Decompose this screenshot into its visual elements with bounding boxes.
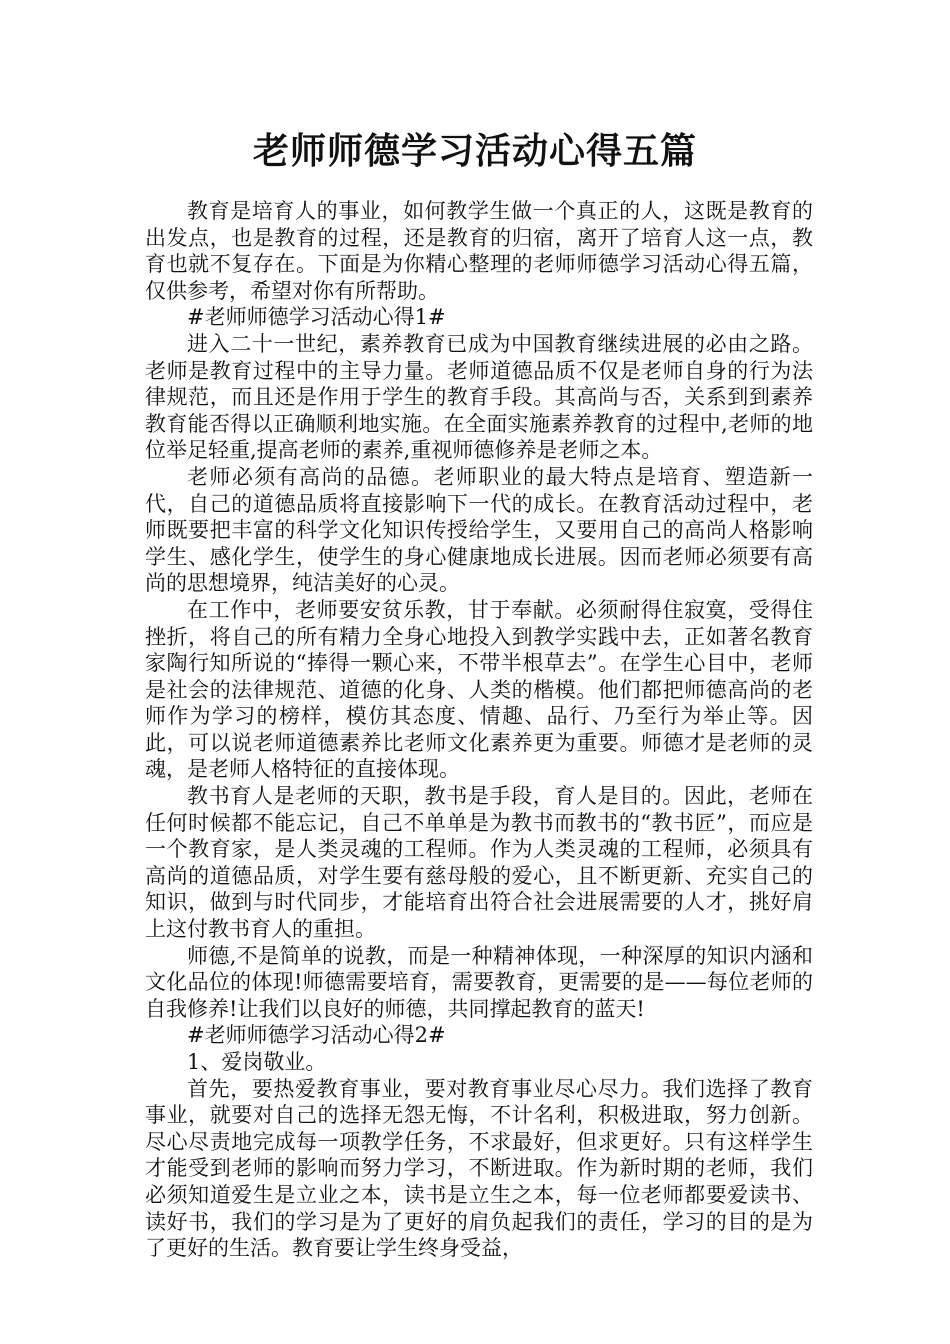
list-item-heading: 1、爱岗敬业。 xyxy=(187,1050,327,1074)
body-paragraph: 在工作中，老师要安贫乐教，甘于奉献。必须耐得住寂寞，受得住挫折，将自己的所有精力全身心地投入到教学实践中去，正如著名教育家陶行知所说的“捧得一颗心来，不带半根草去”。在学生心目中，老师是社会的法律规范、道德的化身、人类的楷模。他们都把师德高尚的老师作为学习的榜样，模仿其态度、情趣、品行、乃至行为举止等。因此，可以说老师道德素养比老师文化素养更为重要。师德才是老师的灵魂，是老师人格特征的直接体现。 xyxy=(145,597,813,782)
intro-paragraph: 教育是培育人的事业，如何教学生做一个真正的人，这既是教育的出发点，也是教育的过程，还是教育的归宿，离开了培育人这一点，教育也就不复存在。下面是为你精心整理的老师师德学习活动心得五篇，仅供参考，希望对你有所帮助。 xyxy=(145,199,813,303)
body-paragraph: 教书育人是老师的天职，教书是手段，育人是目的。因此，老师在任何时候都不能忘记，自己不单单是为教书而教书的“教书匠”，而应是一个教育家，是人类灵魂的工程师。作为人类灵魂的工程师，必须具有高尚的道德品质，对学生要有慈母般的爱心，且不断更新、充实自己的知识，做到与时代同步，才能培育出符合社会进展需要的人才，挑好肩上这付教书育人的重担。 xyxy=(145,784,813,942)
body-paragraph: 师德,不是简单的说教，而是一种精神体现，一种深厚的知识内涵和文化品位的体现!师德需要培育，需要教育，更需要的是——每位老师的自我修养!让我们以良好的师德，共同撑起教育的蓝天! xyxy=(145,943,813,1021)
document-title: 老师师德学习活动心得五篇 xyxy=(252,131,697,172)
document-body xyxy=(145,198,813,1262)
section-heading-2: #老师师德学习活动心得2# xyxy=(187,1023,446,1048)
body-paragraph: 老师必须有高尚的品德。老师职业的最大特点是培育、塑造新一代，自己的道德品质将直接影响下一代的成长。在教育活动过程中，老师既要把丰富的科学文化知识传授给学生，又要用自己的高尚人格影响学生、感化学生，使学生的身心健康地成长进展。因而老师必须要有高尚的思想境界，纯洁美好的心灵。 xyxy=(145,464,813,596)
section-heading-1: #老师师德学习活动心得1# xyxy=(187,305,446,330)
body-paragraph: 首先，要热爱教育事业，要对教育事业尽心尽力。我们选择了教育事业，就要对自己的选择无怨无悔，不计名利，积极进取，努力创新。尽心尽责地完成每一项教学任务，不求最好，但求更好。只有这样学生才能受到老师的影响而努力学习，不断进取。作为新时期的老师，我们必须知道爱生是立业之本，读书是立生之本，每一位老师都要爱读书、读好书，我们的学习是为了更好的肩负起我们的责任，学习的目的是为了更好的生活。教育要让学生终身受益， xyxy=(145,1076,813,1261)
body-paragraph: 进入二十一世纪，素养教育已成为中国教育继续进展的必由之路。老师是教育过程中的主导力量。老师道德品质不仅是老师自身的行为法律规范，而且还是作用于学生的教育手段。其高尚与否，关系到到素养教育能否得以正确顺利地实施。在全面实施素养教育的过程中,老师的地位举足轻重,提高老师的素养,重视师德修养是老师之本。 xyxy=(145,331,813,463)
